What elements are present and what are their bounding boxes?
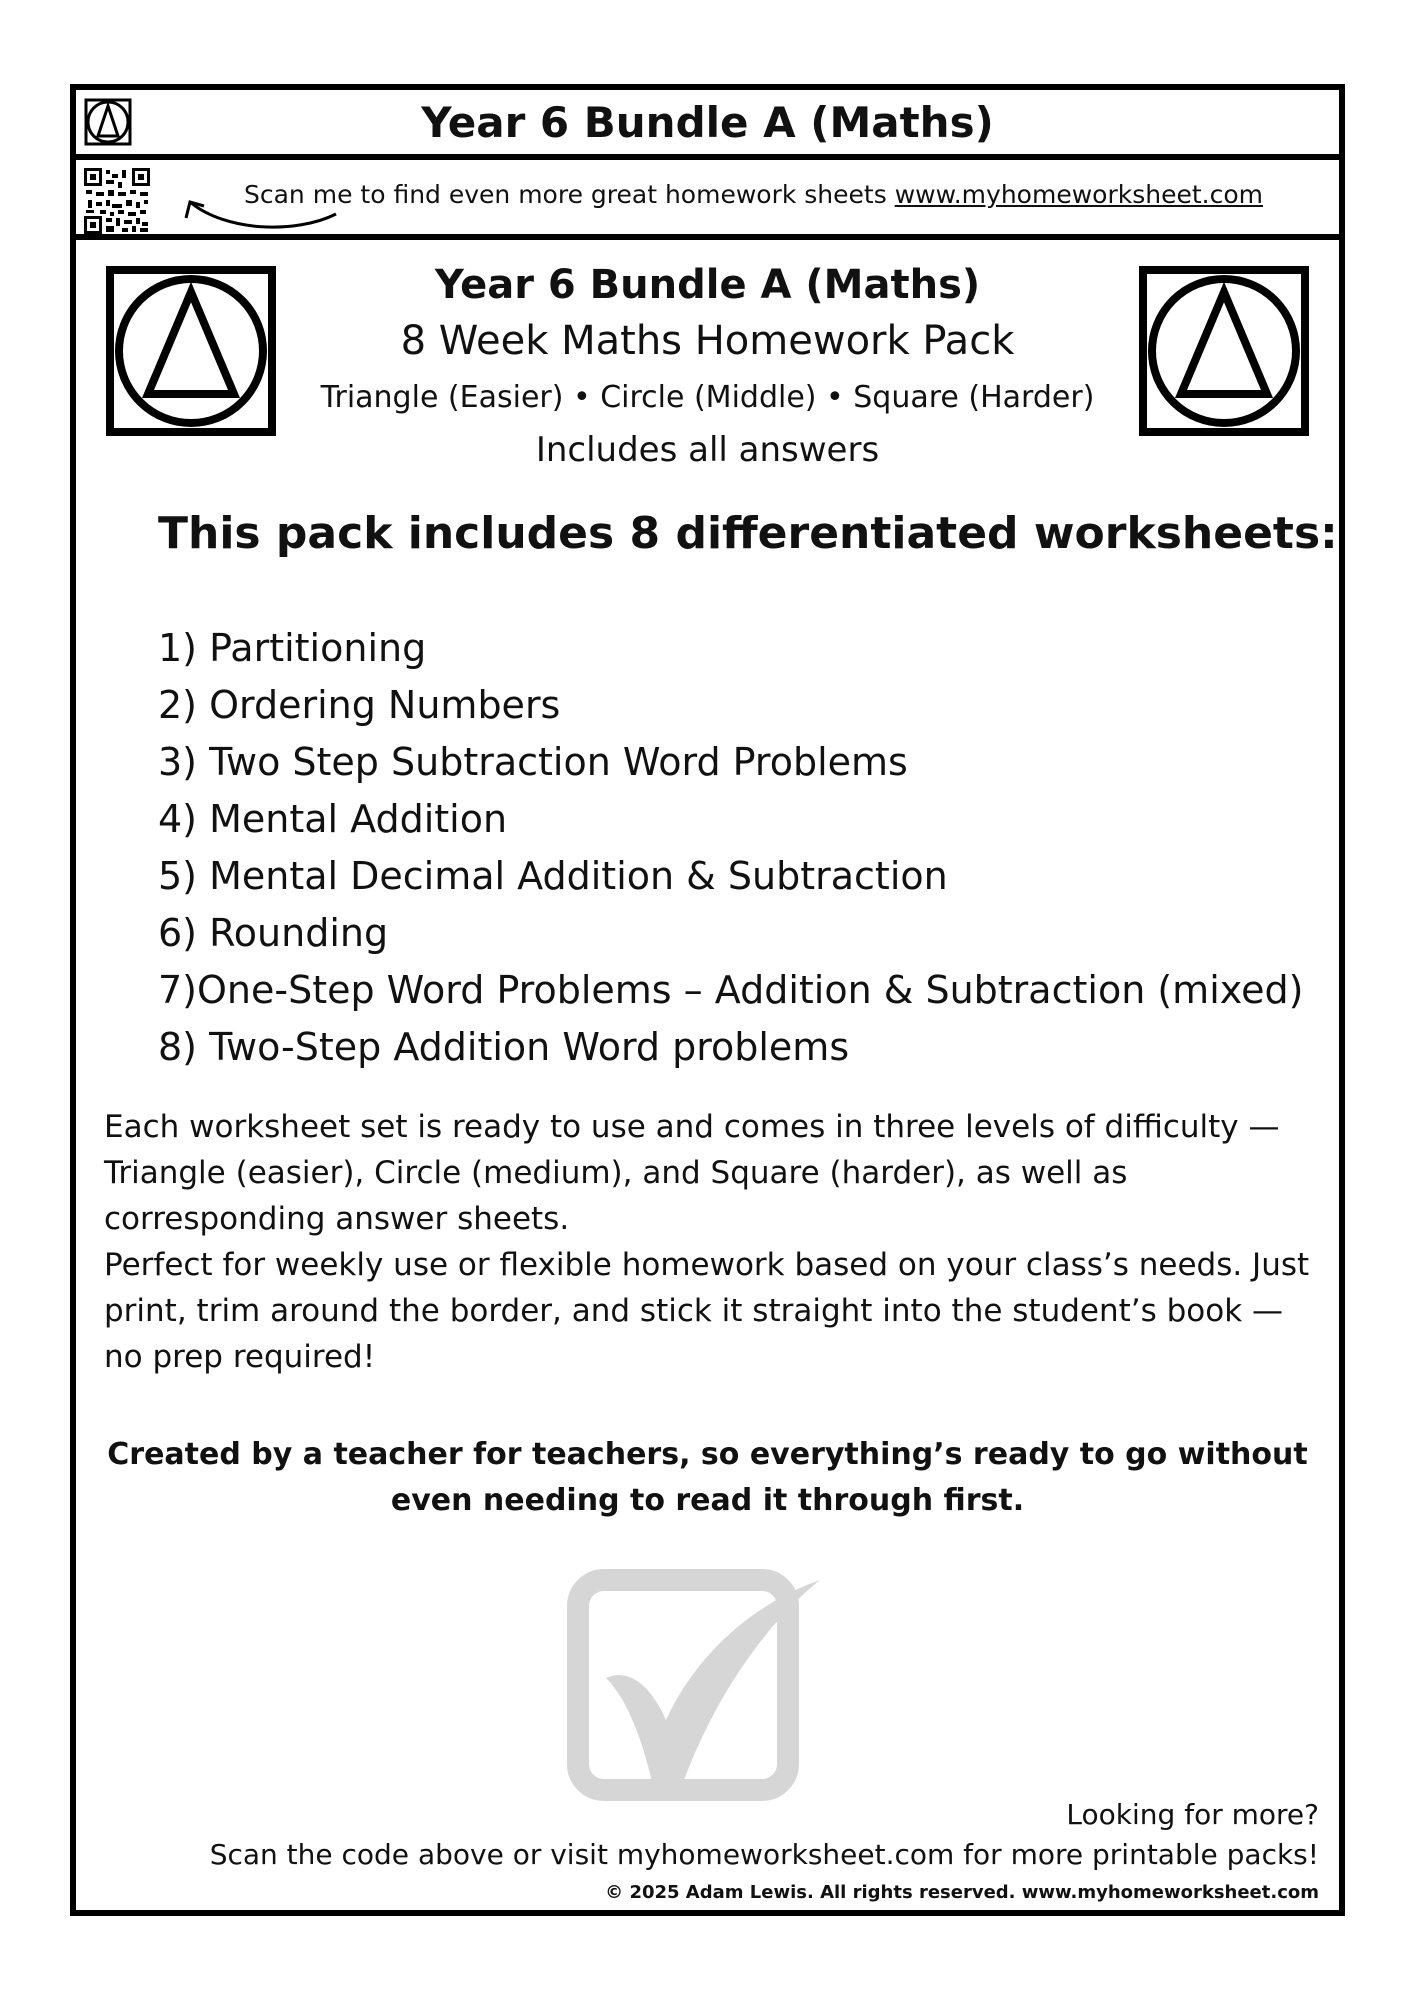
qr-bar: [76, 160, 1339, 240]
header-bar: [76, 90, 1339, 160]
qr-caption-text: Scan me to find even more great homework sheets: [244, 180, 895, 209]
list-item: 5) Mental Decimal Addition & Subtraction: [158, 854, 948, 898]
tagline: Created by a teacher for teachers, so everything’s ready to go without even needing to read it through first.: [107, 1437, 1308, 1518]
list-item: 2) Ordering Numbers: [158, 683, 561, 727]
difficulty-levels: Triangle (Easier) • Circle (Middle) • Square (Harder): [320, 380, 1095, 415]
pack-heading: This pack includes 8 differentiated worksheets:: [158, 508, 1338, 559]
description-paragraph: Each worksheet set is ready to use and comes in three levels of difficulty — Triangle (easier), Circle (medium), and Square (harder), as well as corresponding answer sheets.: [104, 1109, 1280, 1237]
topic-list: [158, 620, 1303, 1076]
more-info: Scan the code above or visit myhomeworksheet.com for more printable packs!: [209, 1838, 1319, 1871]
header-title: Year 6 Bundle A (Maths): [421, 98, 994, 147]
list-item: 7)One-Step Word Problems – Addition & Subtraction (mixed): [158, 968, 1304, 1012]
intro-title: Year 6 Bundle A (Maths): [434, 262, 981, 308]
intro-subtitle: 8 Week Maths Homework Pack: [400, 318, 1015, 364]
list-item: 3) Two Step Subtraction Word Problems: [158, 740, 908, 784]
list-item: 4) Mental Addition: [158, 797, 508, 841]
page-frame: [70, 84, 1345, 1916]
qr-code-icon[interactable]: [84, 168, 150, 234]
list-item: 1) Partitioning: [158, 626, 427, 670]
description: [104, 1104, 1314, 1380]
answers-note: Includes all answers: [535, 430, 880, 470]
list-item: 6) Rounding: [158, 911, 389, 955]
website-link[interactable]: www.myhomeworksheet.com: [894, 180, 1263, 209]
checkbox-check-icon: [558, 1550, 838, 1820]
list-item: 8) Two-Step Addition Word problems: [158, 1025, 850, 1069]
more-heading: Looking for more?: [1066, 1798, 1319, 1831]
copyright: © 2025 Adam Lewis. All rights reserved. www.myhomeworksheet.com: [605, 1882, 1319, 1903]
description-paragraph: Perfect for weekly use or flexible homework based on your class’s needs. Just print, trim around the border, and stick it straight into the student’s book — no prep required!: [104, 1247, 1310, 1375]
qr-caption: [244, 180, 1263, 209]
